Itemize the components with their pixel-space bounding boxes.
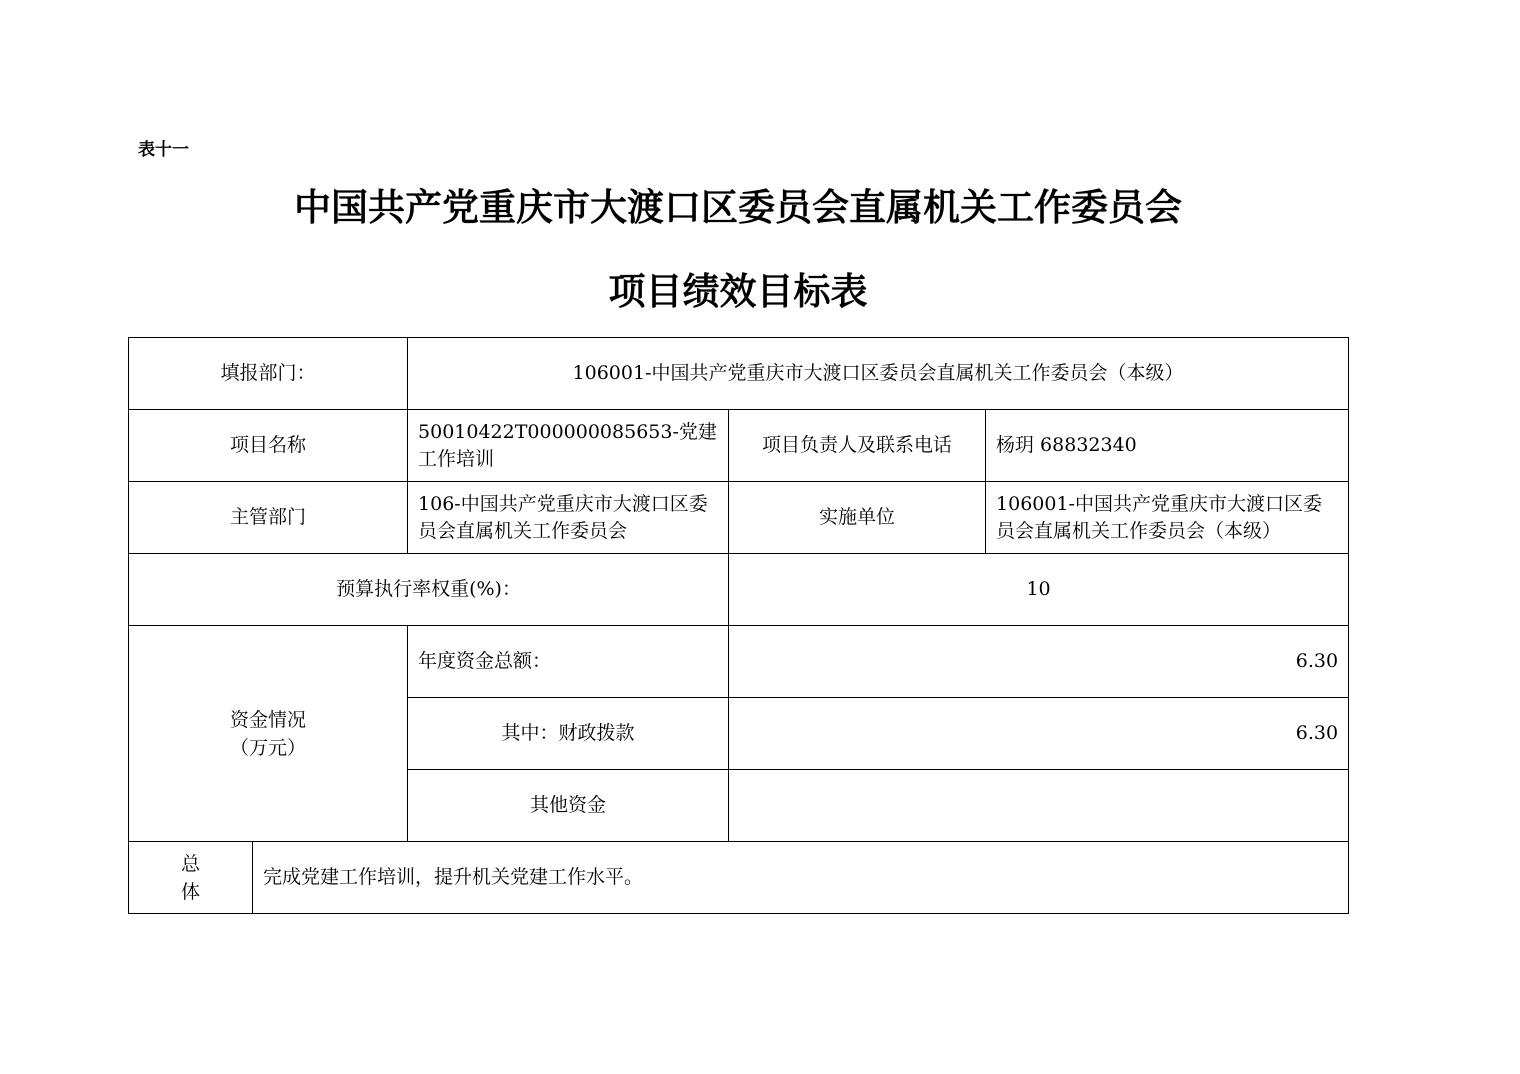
project-name-label: 项目名称: [129, 410, 408, 482]
competent-dept-label: 主管部门: [129, 482, 408, 554]
fiscal-value: 6.30: [729, 698, 1349, 770]
project-leader-value: 杨玥 68832340: [986, 410, 1349, 482]
table-row: [129, 626, 1349, 698]
table-row: [129, 338, 1349, 410]
project-leader-label: 项目负责人及联系电话: [729, 410, 986, 482]
table-number: 表十一: [138, 140, 189, 160]
competent-dept-value: 106-中国共产党重庆市大渡口区委员会直属机关工作委员会: [408, 482, 729, 554]
reporting-dept-label: 填报部门：: [129, 338, 408, 410]
implementing-unit-label: 实施单位: [729, 482, 986, 554]
overall-goal-value: 完成党建工作培训，提升机关党建工作水平。: [253, 842, 1349, 914]
table-row: [129, 554, 1349, 626]
budget-weight-value: 10: [729, 554, 1349, 626]
project-name-value: 50010422T000000085653-党建工作培训: [408, 410, 729, 482]
implementing-unit-value: 106001-中国共产党重庆市大渡口区委员会直属机关工作委员会（本级）: [986, 482, 1349, 554]
table-row: [129, 842, 1349, 914]
funding-label-line2: （万元）: [230, 736, 307, 759]
fiscal-label: 其中：财政拨款: [408, 698, 729, 770]
document-title: 中国共产党重庆市大渡口区委员会直属机关工作委员会: [294, 186, 1182, 229]
performance-target-table: [128, 337, 1349, 914]
funding-label-line1: 资金情况: [230, 708, 307, 731]
overall-label-char1: 总: [180, 852, 200, 875]
funding-label: [129, 626, 408, 842]
other-funds-value: [729, 770, 1349, 842]
other-funds-label: 其他资金: [408, 770, 729, 842]
budget-weight-label: 预算执行率权重(%)：: [129, 554, 729, 626]
table-row: [129, 482, 1349, 554]
table-row: [129, 410, 1349, 482]
overall-label: [129, 842, 253, 914]
document-subtitle: 项目绩效目标表: [608, 270, 868, 313]
overall-label-char2: 体: [180, 880, 200, 903]
reporting-dept-value: 106001-中国共产党重庆市大渡口区委员会直属机关工作委员会（本级）: [408, 338, 1349, 410]
annual-total-label: 年度资金总额：: [408, 626, 729, 698]
annual-total-value: 6.30: [729, 626, 1349, 698]
